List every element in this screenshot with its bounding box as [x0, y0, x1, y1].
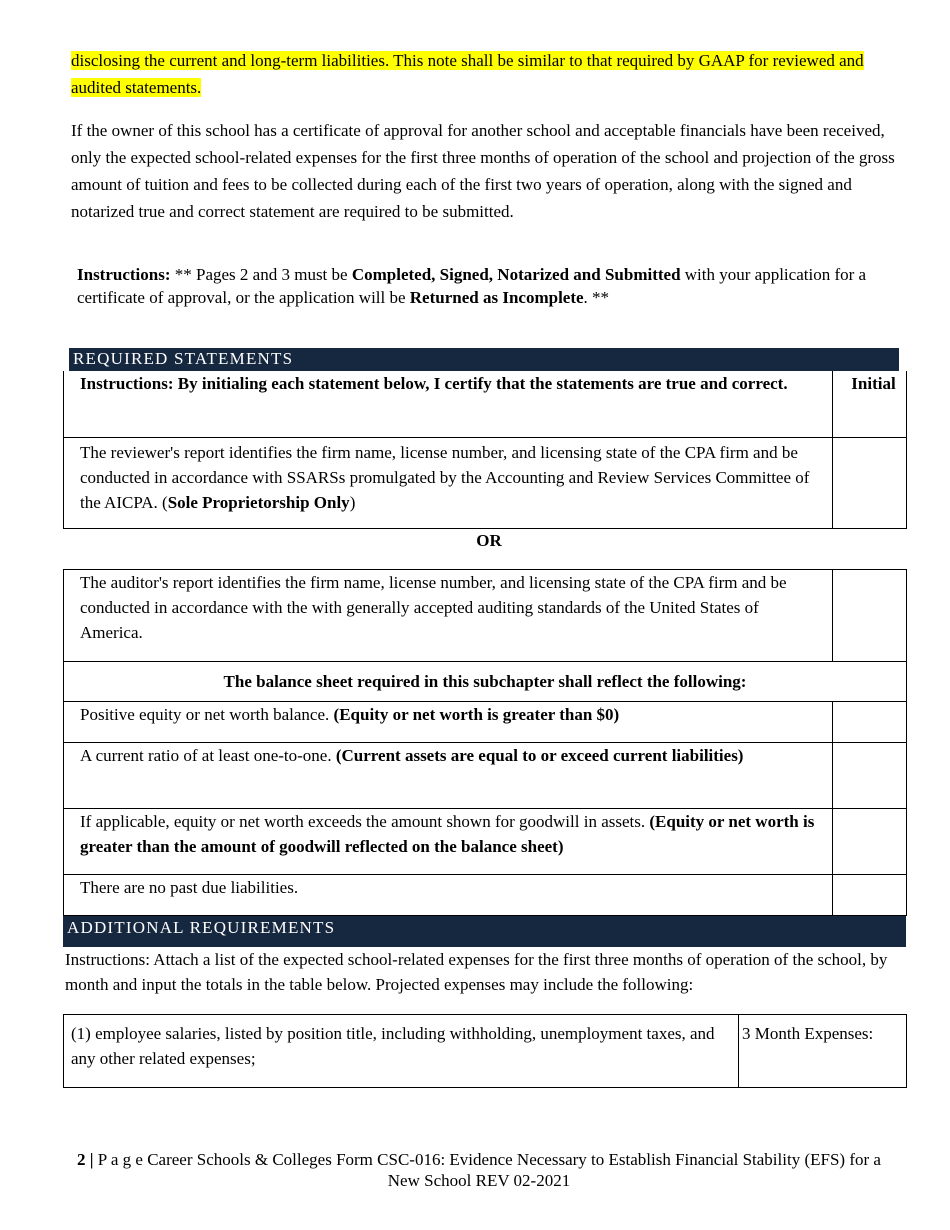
or-separator: OR — [476, 531, 502, 550]
ratio-statement: A current ratio of at least one-to-one. (Current assets are equal to or exceed current liabilities) — [64, 743, 833, 809]
auditor-initial-field[interactable] — [833, 570, 907, 662]
three-month-expenses-field[interactable]: 3 Month Expenses: — [739, 1015, 907, 1088]
reviewer-statement: The reviewer's report identifies the firm name, license number, and licensing state of the CPA firm and be conducted in accordance with SSARSs promulgated by the Accounting and Review Services Committee of the AICPA. (Sole Proprietorship Only) — [64, 437, 833, 528]
table-row — [64, 875, 907, 916]
ratio-initial-field[interactable] — [833, 743, 907, 809]
equity-initial-field[interactable] — [833, 702, 907, 743]
table-row — [64, 570, 907, 662]
additional-requirements-header: ADDITIONAL REQUIREMENTS — [63, 916, 906, 947]
reviewer-initial-field[interactable] — [833, 437, 907, 528]
instructions-paragraph: Instructions: ** Pages 2 and 3 must be Completed, Signed, Notarized and Submitted with your application for a certificate of approval, or the application will be Returned as Incomplete. ** — [77, 265, 867, 307]
goodwill-initial-field[interactable] — [833, 809, 907, 875]
initial-column-header: Initial — [833, 371, 907, 437]
table-row — [64, 1015, 907, 1088]
additional-instructions: Instructions: Attach a list of the expected school-related expenses for the first three months of operation of the school, by month and input the totals in the table below. Projected expenses may include the following: — [65, 950, 888, 994]
equity-statement: Positive equity or net worth balance. (Equity or net worth is greater than $0) — [64, 702, 833, 743]
page-number: 2 — [77, 1150, 86, 1169]
table-row — [64, 702, 907, 743]
table-row — [64, 743, 907, 809]
past-due-statement: There are no past due liabilities. — [64, 875, 833, 916]
owner-paragraph: If the owner of this school has a certificate of approval for another school and acceptable financials have been received, only the expected school-related expenses for the first three months of operation of the school and projection of the gross amount of tuition and fees to be collected during each of the first two years of operation, along with the signed and notarized true and correct statement are required to be submitted. — [71, 121, 895, 221]
table-row — [64, 437, 907, 528]
salaries-item: (1) employee salaries, listed by position title, including withholding, unemployment taxes, and any other related expenses; — [64, 1015, 739, 1088]
expenses-table — [63, 1014, 907, 1088]
goodwill-statement: If applicable, equity or net worth exceeds the amount shown for goodwill in assets. (Equity or net worth is greater than the amount of goodwill reflected on the balance sheet) — [64, 809, 833, 875]
table-row — [64, 371, 907, 437]
table-row — [64, 809, 907, 875]
certify-instruction: Instructions: By initialing each statement below, I certify that the statements are true and correct. — [64, 371, 833, 437]
balance-sheet-table — [63, 569, 907, 916]
balance-sheet-heading: The balance sheet required in this subchapter shall reflect the following: — [64, 662, 907, 702]
required-statements-table — [63, 371, 907, 529]
page-footer: 2 | P a g e Career Schools & Colleges Form CSC-016: Evidence Necessary to Establish Financial Stability (EFS) for a New School REV 02-2021 — [77, 1150, 881, 1190]
past-due-initial-field[interactable] — [833, 875, 907, 916]
required-statements-header: REQUIRED STATEMENTS — [69, 348, 899, 371]
table-row — [64, 662, 907, 702]
auditor-statement: The auditor's report identifies the firm name, license number, and licensing state of the CPA firm and be conducted in accordance with the with generally accepted auditing standards of the United States of America. — [64, 570, 833, 662]
intro-highlight-text: disclosing the current and long-term liabilities. This note shall be similar to that required by GAAP for reviewed and audited statements. — [71, 51, 864, 97]
